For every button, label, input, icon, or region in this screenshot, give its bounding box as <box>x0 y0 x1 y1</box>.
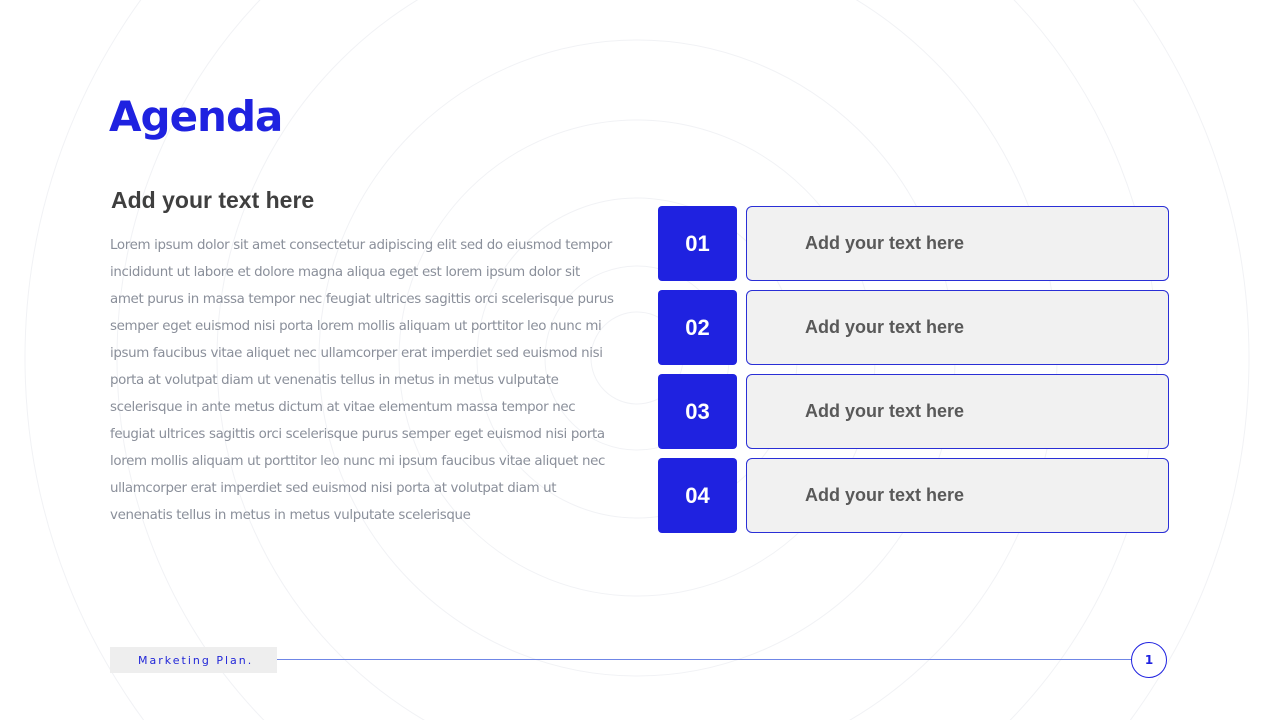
page-number-badge: 1 <box>1131 642 1167 678</box>
section-subtitle: Add your text here <box>111 187 315 213</box>
footer-label: Marketing Plan. <box>110 647 277 673</box>
agenda-text-box[interactable]: Add your text here <box>746 458 1169 533</box>
agenda-number-badge: 01 <box>658 206 737 281</box>
agenda-item-4 <box>658 458 1170 533</box>
agenda-number-badge: 02 <box>658 290 737 365</box>
agenda-item-2 <box>658 290 1170 365</box>
body-paragraph: Lorem ipsum dolor sit amet consectetur adipiscing elit sed do eiusmod tempor incididunt ut labore et dolore magna aliqua eget est lorem ipsum dolor sit amet purus in massa tempor nec feugiat ultrices sagittis orci scelerisque purus semper eget euismod nisi porta lorem mollis aliquam ut porttitor leo nunc mi ipsum faucibus vitae aliquet nec ullamcorper erat imperdiet sed euismod nisi porta at volutpat diam ut venenatis tellus in metus in metus vulputate scelerisque in ante metus dictum at vitae elementum massa tempor nec feugiat ultrices sagittis orci scelerisque purus semper eget euismod nisi porta lorem mollis aliquam ut porttitor leo nunc mi ipsum faucibus vitae aliquet nec ullamcorper erat imperdiet sed euismod nisi porta at volutpat diam ut venenatis tellus in metus in metus vulputate scelerisque <box>110 238 614 523</box>
agenda-item-1 <box>658 206 1170 281</box>
agenda-item-3 <box>658 374 1170 449</box>
agenda-text-box[interactable]: Add your text here <box>746 290 1169 365</box>
footer-divider <box>277 659 1132 660</box>
agenda-text-box[interactable]: Add your text here <box>746 374 1169 449</box>
page-title: Agenda <box>109 92 283 141</box>
agenda-number-badge: 03 <box>658 374 737 449</box>
agenda-text-box[interactable]: Add your text here <box>746 206 1169 281</box>
agenda-number-badge: 04 <box>658 458 737 533</box>
